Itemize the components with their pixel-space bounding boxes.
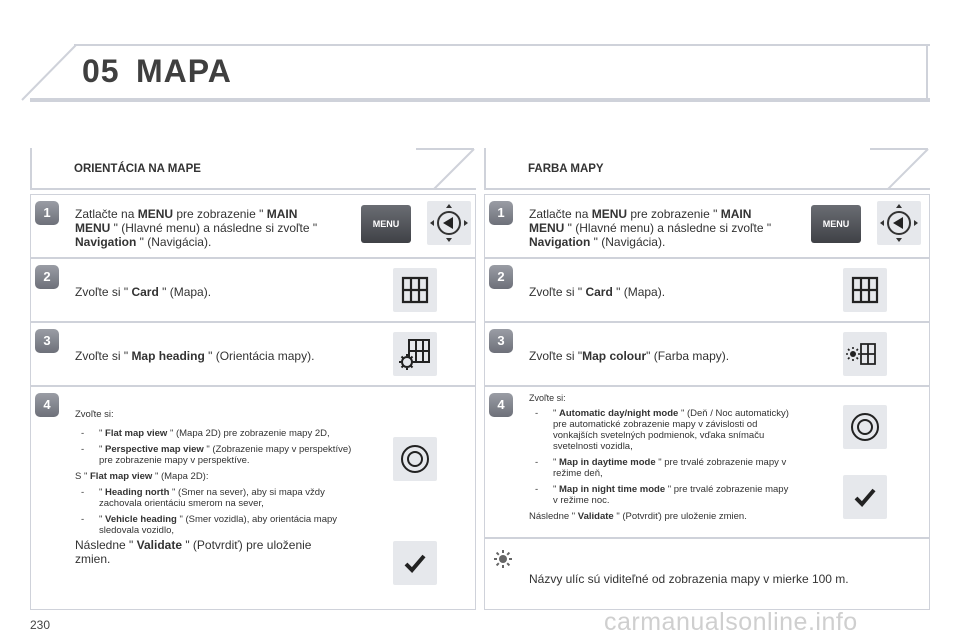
panel-title-box [30,148,476,190]
page-number: 230 [30,618,51,632]
step-3-text: Zvoľte si " Map heading " (Orientácia mapy). [75,349,315,363]
step-1-text: Zatlačte na MENU pre zobrazenie " MAIN MENU " (Hlavné menu) a následne si zvoľte " Navigation " (Navigácia). [75,207,318,249]
step-2 [484,258,930,322]
step-1 [484,194,930,258]
step-number-badge: 3 [35,329,59,353]
step-number-badge: 2 [489,265,513,289]
tip-box [484,538,930,610]
step-number-badge: 4 [35,393,59,417]
step-1 [30,194,476,258]
map-icon [843,268,887,312]
header-diagonal [20,44,78,102]
step-2-text: Zvoľte si " Card " (Mapa). [75,285,212,299]
map-day-night-icon [843,332,887,376]
header-bottom-rule [30,98,930,102]
step-number-badge: 3 [489,329,513,353]
chapter-number: 05 [82,53,120,89]
panel-map-orientation [30,148,476,610]
header-top-rule [74,44,930,46]
map-icon [393,268,437,312]
panel-map-colour [484,148,930,610]
panel-title: FARBA MAPY [528,163,604,175]
select-option-icon [843,405,887,449]
step-4-text: Zvoľte si: - " Automatic day/night mode " (Deň / Noc automaticky) pre automatické zobrazenie mapy v závislosti od vonkajších svetelných podmienok, vďaka snímaču svetelnosti vozidla, - " Map in daytime mode " pre trvalé zobrazenie mapy v režime deň, - " Map in night time mode " pre trvalé zobrazenie mapy v režime noc. Následne " Validate " (Potvrdiť) pre uloženie zmien. [529,393,789,522]
validate-check-icon [393,541,437,585]
step-number-badge: 1 [489,201,513,225]
step-4-text: Zvoľte si: - " Flat map view " (Mapa 2D) pre zobrazenie mapy 2D, - " Perspective map view " (Zobrazenie mapy v perspektíve) pre zobrazenie mapy v perspektíve. S " Flat map view " (Mapa 2D): - " Heading north " (Smer na sever), aby si mapa vždy zachovala orientáciu smerom na sever, - " Vehicle heading " (Smer vozidla), aby orientácia mapy sledovala vozidlo, Následne " Validate " (Potvrdiť) pre uloženie zmien. [75,409,352,566]
menu-button-icon: MENU [811,205,861,243]
step-4 [30,386,476,610]
step-2-text: Zvoľte si " Card " (Mapa). [529,285,666,299]
map-settings-icon [393,332,437,376]
panel-title-box [484,148,930,190]
chapter-title: MAPA [136,53,232,89]
step-number-badge: 4 [489,393,513,417]
step-3-text: Zvoľte si "Map colour" (Farba mapy). [529,349,730,363]
navigation-dial-icon [427,201,471,245]
header-right-rule [926,44,928,100]
step-3 [30,322,476,386]
step-1-text: Zatlačte na MENU pre zobrazenie " MAIN MENU " (Hlavné menu) a následne si zvoľte " Navigation " (Navigácia). [529,207,772,249]
step-number-badge: 2 [35,265,59,289]
tip-text: Názvy ulíc sú viditeľné od zobrazenia mapy v mierke 100 m. [529,572,849,586]
step-2 [30,258,476,322]
select-option-icon [393,437,437,481]
watermark: carmanualsonline.info [604,608,858,636]
menu-button-icon: MENU [361,205,411,243]
step-3 [484,322,930,386]
navigation-dial-icon [877,201,921,245]
panel-title: ORIENTÁCIA NA MAPE [74,163,201,175]
step-number-badge: 1 [35,201,59,225]
validate-check-icon [843,475,887,519]
step-4 [484,386,930,538]
tip-icon [491,547,515,571]
